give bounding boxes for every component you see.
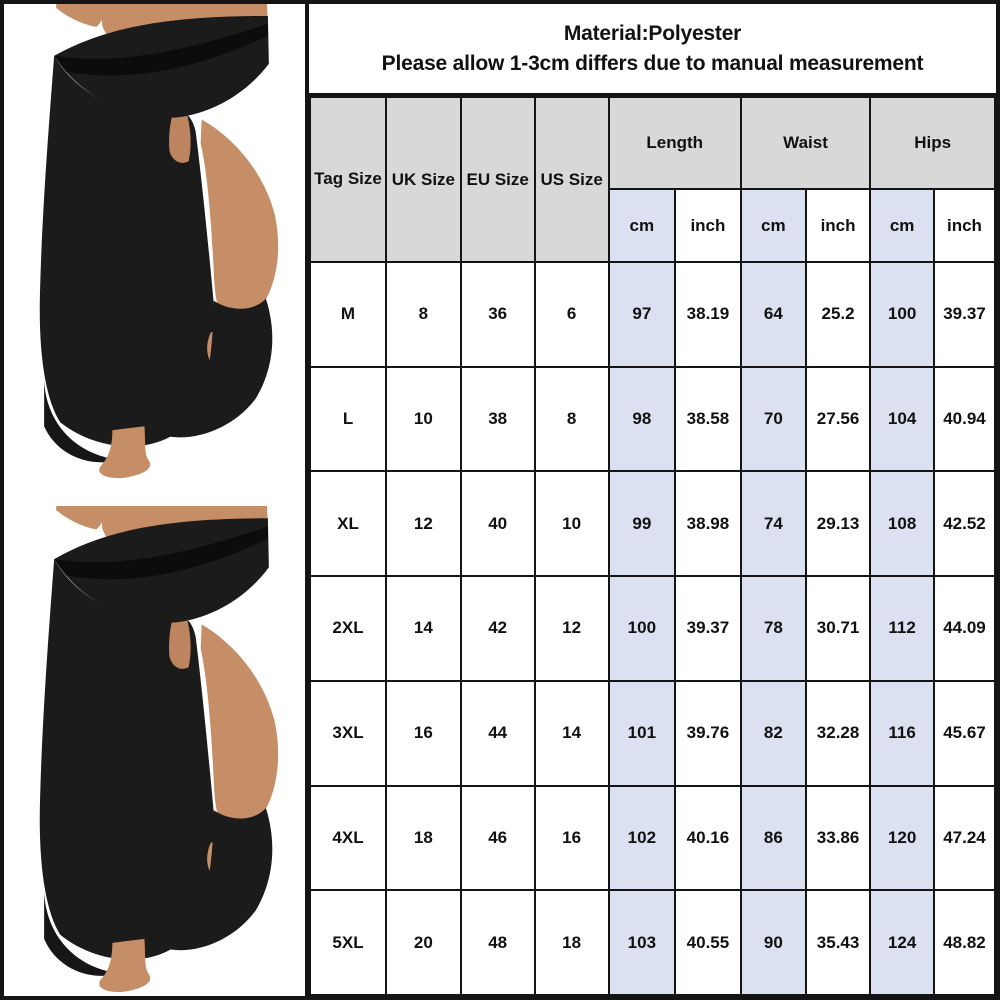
- cell-tag-size: 2XL: [310, 576, 386, 681]
- table-cell: 64: [741, 262, 806, 367]
- cell-tag-size: 3XL: [310, 681, 386, 786]
- header-hips: Hips: [870, 97, 995, 189]
- table-cell: 86: [741, 786, 806, 891]
- table-cell: 70: [741, 367, 806, 472]
- table-cell: 40.16: [675, 786, 741, 891]
- table-cell: 30.71: [806, 576, 870, 681]
- table-cell: 102: [609, 786, 675, 891]
- table-cell: 14: [535, 681, 609, 786]
- size-table: [309, 96, 996, 996]
- table-cell: 44.09: [934, 576, 995, 681]
- table-cell: 33.86: [806, 786, 870, 891]
- table-cell: 108: [870, 471, 934, 576]
- table-cell: 101: [609, 681, 675, 786]
- table-cell: 18: [535, 890, 609, 995]
- table-cell: 29.13: [806, 471, 870, 576]
- table-cell: 12: [535, 576, 609, 681]
- table-cell: 98: [609, 367, 675, 472]
- table-row: [310, 890, 995, 995]
- table-cell: 44: [461, 681, 535, 786]
- header-eu-size: EU Size: [461, 97, 535, 262]
- cell-tag-size: 5XL: [310, 890, 386, 995]
- cell-tag-size: M: [310, 262, 386, 367]
- product-photo-bottom: [4, 506, 305, 996]
- table-cell: 40.94: [934, 367, 995, 472]
- table-row: [310, 471, 995, 576]
- header-length: Length: [609, 97, 741, 189]
- table-cell: 10: [386, 367, 461, 472]
- table-cell: 39.37: [675, 576, 741, 681]
- table-cell: 27.56: [806, 367, 870, 472]
- pants-figure-illustration: [4, 4, 305, 482]
- table-cell: 104: [870, 367, 934, 472]
- table-cell: 99: [609, 471, 675, 576]
- table-cell: 14: [386, 576, 461, 681]
- chart-title-box: [309, 4, 996, 96]
- measurement-note: Please allow 1-3cm differs due to manual measurement: [381, 51, 924, 75]
- cell-tag-size: 4XL: [310, 786, 386, 891]
- material-note: Material:Polyester: [563, 21, 742, 45]
- table-cell: 6: [535, 262, 609, 367]
- cell-tag-size: L: [310, 367, 386, 472]
- table-cell: 16: [535, 786, 609, 891]
- table-cell: 103: [609, 890, 675, 995]
- table-cell: 12: [386, 471, 461, 576]
- header-waist-cm: cm: [741, 189, 806, 262]
- table-cell: 42.52: [934, 471, 995, 576]
- pants-figure-illustration: [4, 506, 305, 996]
- table-cell: 100: [609, 576, 675, 681]
- product-photo-top: [4, 4, 305, 482]
- photo-panel: [4, 4, 305, 996]
- cell-tag-size: XL: [310, 471, 386, 576]
- table-cell: 46: [461, 786, 535, 891]
- table-cell: 8: [386, 262, 461, 367]
- table-cell: 32.28: [806, 681, 870, 786]
- table-cell: 38.19: [675, 262, 741, 367]
- header-hips-cm: cm: [870, 189, 934, 262]
- table-row: [310, 367, 995, 472]
- table-row: [310, 786, 995, 891]
- table-cell: 45.67: [934, 681, 995, 786]
- table-row: [310, 681, 995, 786]
- table-cell: 16: [386, 681, 461, 786]
- table-cell: 47.24: [934, 786, 995, 891]
- table-cell: 25.2: [806, 262, 870, 367]
- table-cell: 40.55: [675, 890, 741, 995]
- table-cell: 97: [609, 262, 675, 367]
- header-length-cm: cm: [609, 189, 675, 262]
- table-cell: 40: [461, 471, 535, 576]
- table-cell: 38: [461, 367, 535, 472]
- header-tag-size: Tag Size: [310, 97, 386, 262]
- table-cell: 48.82: [934, 890, 995, 995]
- table-cell: 74: [741, 471, 806, 576]
- table-cell: 90: [741, 890, 806, 995]
- table-cell: 39.37: [934, 262, 995, 367]
- header-us-size: US Size: [535, 97, 609, 262]
- table-cell: 38.98: [675, 471, 741, 576]
- table-row: [310, 262, 995, 367]
- table-cell: 8: [535, 367, 609, 472]
- table-cell: 42: [461, 576, 535, 681]
- table-cell: 20: [386, 890, 461, 995]
- size-chart-panel: [305, 4, 996, 996]
- header-hips-inch: inch: [934, 189, 995, 262]
- photo-gap: [4, 482, 305, 506]
- header-waist: Waist: [741, 97, 870, 189]
- table-cell: 82: [741, 681, 806, 786]
- table-cell: 35.43: [806, 890, 870, 995]
- header-uk-size: UK Size: [386, 97, 461, 262]
- table-cell: 36: [461, 262, 535, 367]
- table-cell: 100: [870, 262, 934, 367]
- table-row: [310, 576, 995, 681]
- table-cell: 78: [741, 576, 806, 681]
- table-cell: 116: [870, 681, 934, 786]
- table-cell: 18: [386, 786, 461, 891]
- table-cell: 112: [870, 576, 934, 681]
- table-cell: 10: [535, 471, 609, 576]
- table-cell: 124: [870, 890, 934, 995]
- table-cell: 120: [870, 786, 934, 891]
- table-cell: 39.76: [675, 681, 741, 786]
- table-cell: 38.58: [675, 367, 741, 472]
- header-length-inch: inch: [675, 189, 741, 262]
- header-waist-inch: inch: [806, 189, 870, 262]
- size-table-body: [310, 262, 995, 995]
- table-cell: 48: [461, 890, 535, 995]
